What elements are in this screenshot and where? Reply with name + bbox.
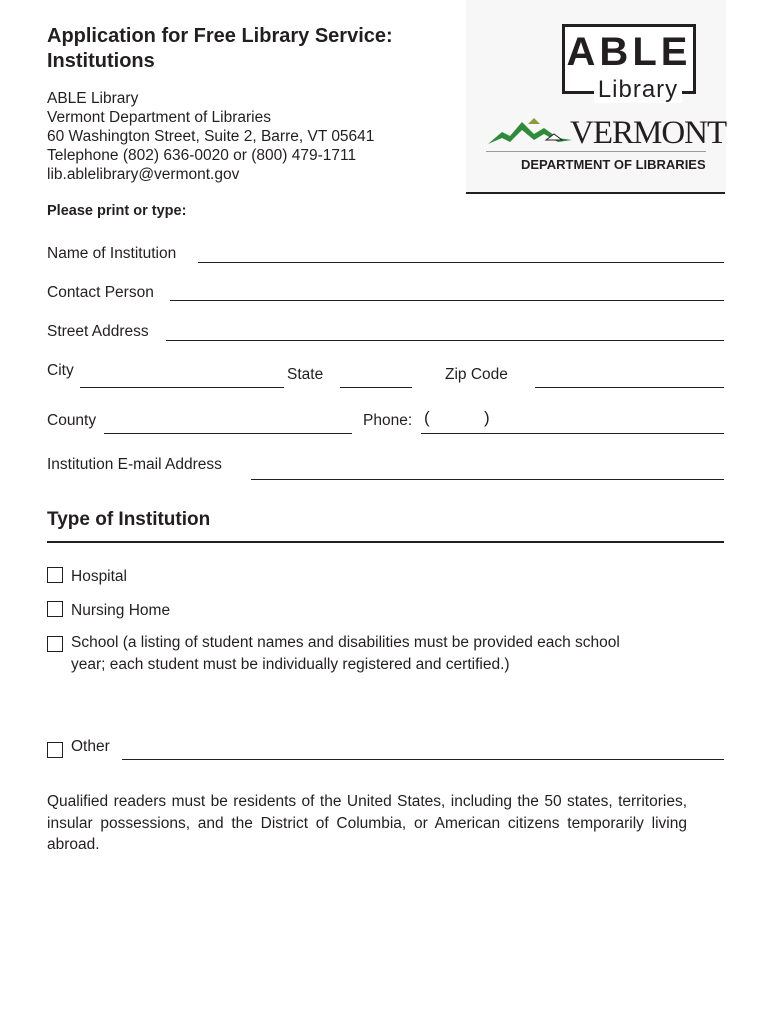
institution-name-label: Name of Institution	[47, 245, 177, 262]
address-line-email: lib.ablelibrary@vermont.gov	[47, 166, 240, 183]
institution-name-field[interactable]	[198, 262, 724, 263]
institution-type-heading: Type of Institution	[47, 509, 211, 530]
zip-code-field[interactable]	[535, 387, 724, 388]
state-label: State	[287, 366, 324, 383]
nursing-home-label: Nursing Home	[71, 602, 171, 619]
able-logo-word: ABLE	[566, 30, 692, 74]
institution-type-rule	[47, 541, 724, 543]
print-instruction: Please print or type:	[47, 203, 187, 219]
address-line-phone: Telephone (802) 636-0020 or (800) 479-1711	[47, 147, 357, 164]
logo-panel	[466, 0, 726, 192]
residency-notice: Qualified readers must be residents of the United States, including the 50 states, territories, insular possessions, and the District of Columbia, or American citizens temporarily living abroad.	[47, 793, 687, 853]
state-field[interactable]	[340, 387, 412, 388]
hospital-checkbox[interactable]	[47, 567, 63, 583]
phone-label: Phone:	[363, 412, 413, 429]
phone-area-close-paren: )	[484, 408, 490, 427]
street-address-field[interactable]	[166, 340, 724, 341]
other-checkbox[interactable]	[47, 742, 63, 758]
phone-area-open-paren: (	[424, 408, 430, 427]
address-line-street: 60 Washington Street, Suite 2, Barre, VT 05641	[47, 128, 375, 145]
county-label: County	[47, 412, 97, 429]
zip-code-label: Zip Code	[445, 366, 508, 383]
street-address-label: Street Address	[47, 323, 149, 340]
city-field[interactable]	[80, 387, 284, 388]
institution-email-field[interactable]	[251, 479, 724, 480]
form-title-line-1: Application for Free Library Service:	[47, 25, 393, 47]
logo-divider	[486, 151, 706, 152]
vermont-logo-word: VERMONT	[570, 115, 727, 151]
library-logo-word: Library	[594, 76, 682, 103]
able-library-logo	[562, 24, 696, 103]
department-logo-word: DEPARTMENT OF LIBRARIES	[521, 157, 706, 172]
city-label: City	[47, 362, 74, 379]
vermont-mountain-icon	[488, 114, 572, 150]
school-checkbox[interactable]	[47, 636, 63, 652]
library-address-block	[47, 89, 374, 184]
phone-field[interactable]	[421, 433, 724, 434]
address-line-dept: Vermont Department of Libraries	[47, 109, 271, 126]
contact-person-label: Contact Person	[47, 284, 154, 301]
other-field[interactable]	[122, 759, 724, 760]
other-label: Other	[71, 738, 110, 755]
hospital-label: Hospital	[71, 568, 127, 585]
nursing-home-checkbox[interactable]	[47, 601, 63, 617]
school-note: year; each student must be individually registered and certified.)	[71, 656, 510, 673]
form-title-line-2: Institutions	[47, 50, 155, 72]
header-rule	[466, 192, 725, 194]
county-field[interactable]	[104, 433, 352, 434]
school-label: School (a listing of student names and disabilities must be provided each school	[71, 634, 620, 651]
contact-person-field[interactable]	[170, 300, 724, 301]
institution-email-label: Institution E-mail Address	[47, 456, 222, 473]
form-title	[47, 24, 467, 74]
library-logo-word-wrap	[583, 77, 693, 103]
address-line-org: ABLE Library	[47, 90, 139, 107]
